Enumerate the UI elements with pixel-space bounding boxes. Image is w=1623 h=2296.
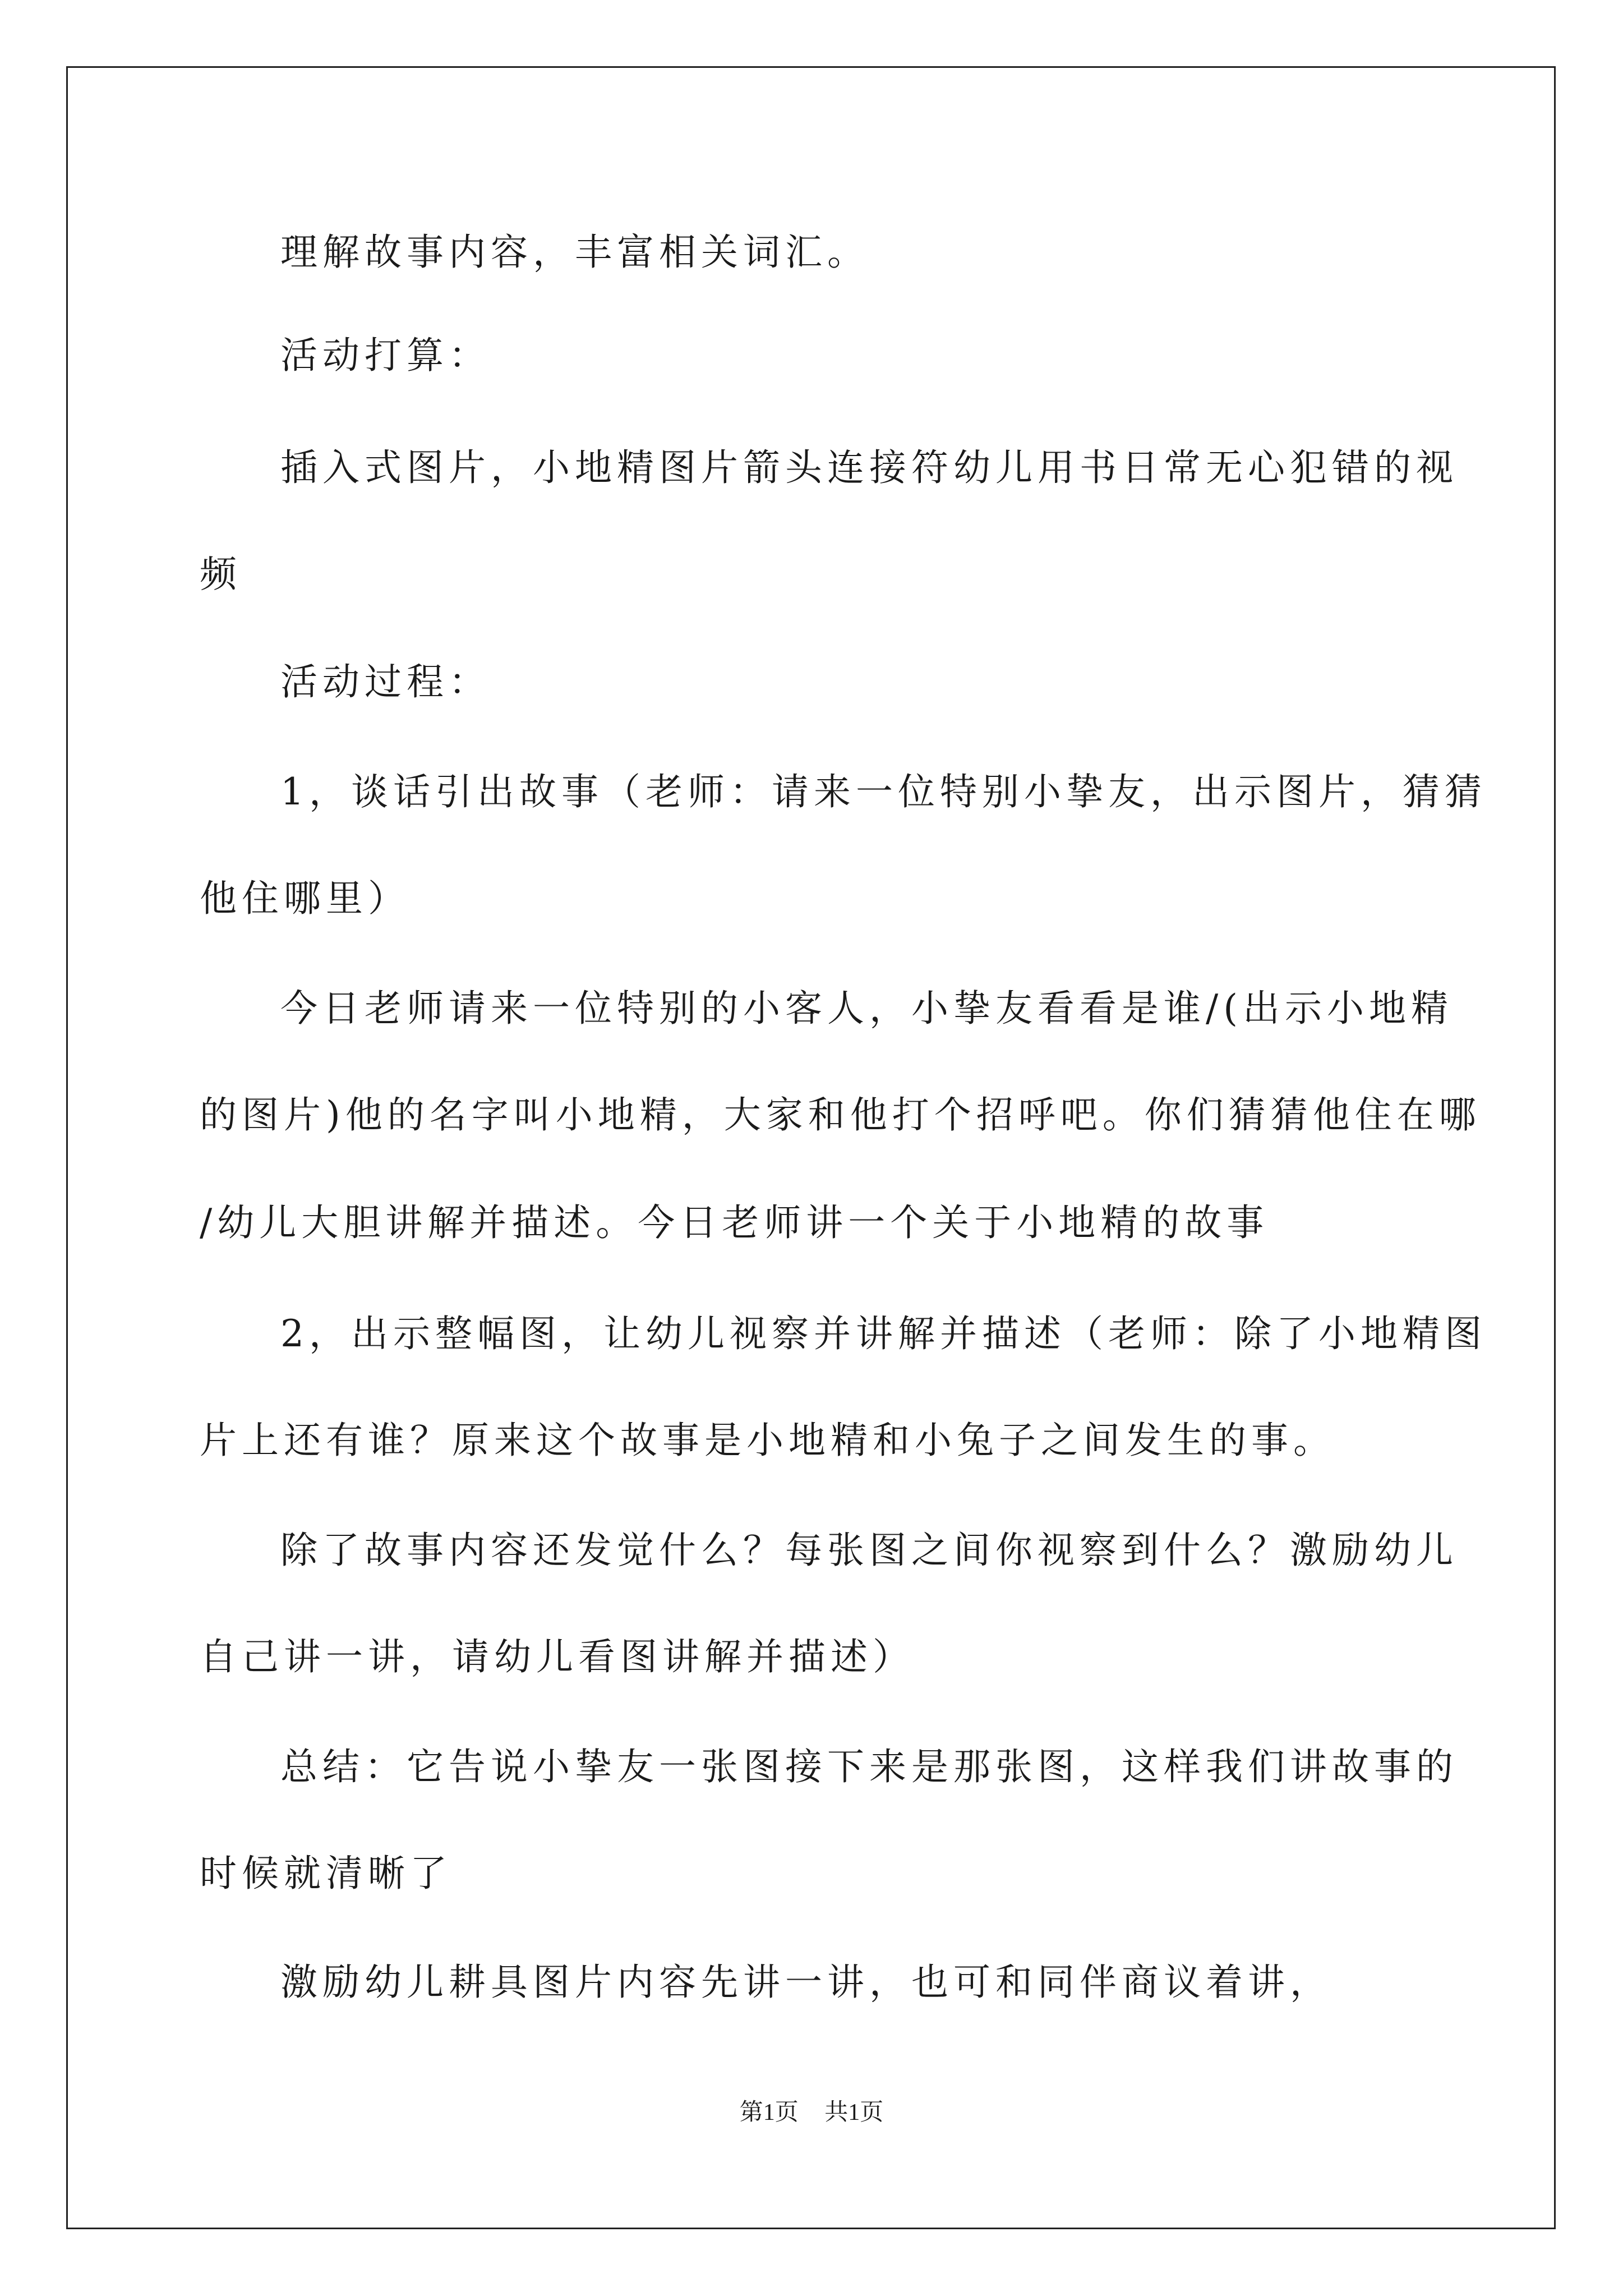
section-heading: 活动打算： [280, 334, 491, 377]
section-heading: 活动过程： [280, 660, 491, 703]
paragraph-line: 片上还有谁？原来这个故事是小地精和小兔子之间发生的事。 [200, 1419, 1335, 1462]
paragraph-line: 的图片)他的名字叫小地精，大家和他打个招呼吧。你们猜猜他住在哪 [200, 1093, 1481, 1137]
paragraph-line: 今日老师请来一位特别的小客人，小挚友看看是谁/(出示小地精 [280, 987, 1453, 1030]
page-border [66, 66, 1556, 2229]
paragraph-line: 插入式图片，小地精图片箭头连接符幼儿用书日常无心犯错的视 [280, 446, 1458, 489]
paragraph-line: 时候就清晰了 [200, 1852, 452, 1895]
paragraph-line: 频 [200, 553, 242, 596]
page-number-total: 共1页 [824, 2100, 884, 2125]
paragraph-line: 激励幼儿耕具图片内容先讲一讲，也可和同伴商议着讲， [280, 1961, 1332, 2004]
paragraph-line: /幼儿大胆讲解并描述。今日老师讲一个关于小地精的故事 [200, 1201, 1269, 1244]
paragraph-line: 1，谈话引出故事（老师：请来一位特别小挚友，出示图片，猜猜 [280, 770, 1487, 813]
page-number-current: 第1页 [739, 2100, 799, 2125]
paragraph-line: 总结：它告说小挚友一张图接下来是那张图，这样我们讲故事的 [280, 1745, 1458, 1788]
paragraph-line: 除了故事内容还发觉什么？每张图之间你视察到什么？激励幼儿 [280, 1529, 1458, 1572]
paragraph-line: 他住哪里） [200, 877, 410, 920]
paragraph-line: 理解故事内容，丰富相关词汇。 [280, 231, 869, 274]
page-footer [0, 2097, 1623, 2128]
paragraph-line: 自己讲一讲，请幼儿看图讲解并描述） [200, 1635, 915, 1678]
paragraph-line: 2，出示整幅图，让幼儿视察并讲解并描述（老师：除了小地精图 [280, 1312, 1487, 1355]
